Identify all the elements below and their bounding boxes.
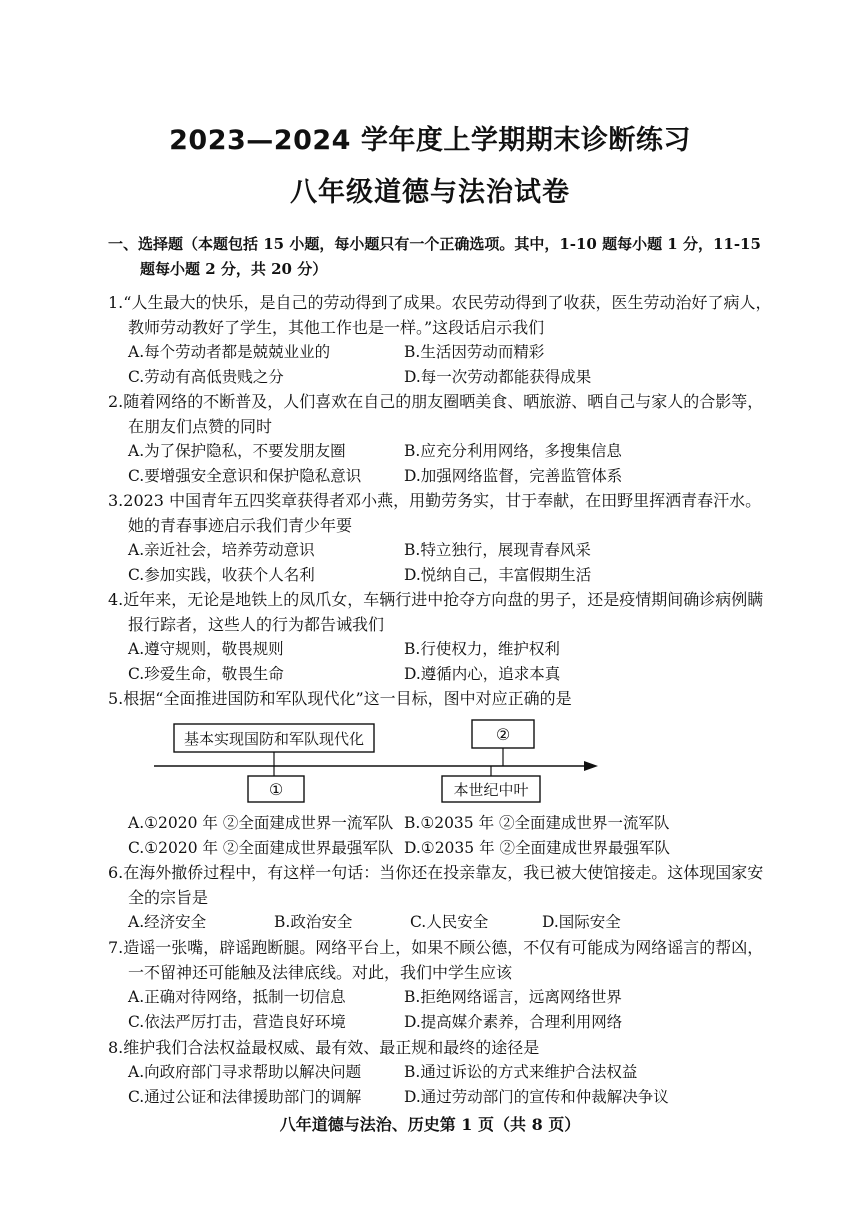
question-5 (108, 686, 818, 711)
question-2-stem-line1: 2.随着网络的不断普及，人们喜欢在自己的朋友圈晒美食、晒旅游、晒自己与家人的合影等， (108, 392, 764, 411)
question-4-option-a: A.遵守规则，敬畏规则 (128, 640, 284, 658)
question-5-option-b: B.①2035 年 ②全面建成世界一流军队 (404, 814, 670, 832)
question-2-option-d: D.加强网络监督，完善监管体系 (404, 467, 623, 485)
timeline-box-1-label: ① (268, 780, 284, 799)
question-5-stem-line1: 5.根据“全面推进国防和军队现代化”这一目标，图中对应正确的是 (108, 689, 572, 708)
question-4-option-c: C.珍爱生命，敬畏生命 (128, 665, 284, 683)
question-4 (108, 587, 818, 637)
question-1-option-c: C.劳动有高低贵贱之分 (128, 368, 284, 386)
question-7-option-d: D.提高媒介素养，合理利用网络 (404, 1013, 623, 1031)
question-4-stem-line2: 报行踪者，这些人的行为都告诫我们 (128, 615, 385, 634)
question-6-option-b: B.政治安全 (274, 913, 353, 931)
question-8-option-c: C.通过公证和法律援助部门的调解 (128, 1088, 362, 1106)
question-2-stem-line2: 在朋友们点赞的同时 (128, 417, 273, 436)
question-3-stem-line1: 3.2023 中国青年五四奖章获得者邓小燕，用勤劳务实，甘于奉献，在田野里挥洒青春汗水。 (108, 491, 762, 510)
exam-subtitle: 八年级道德与法治试卷 (290, 177, 570, 208)
section-heading-line2: 题每小题 2 分，共 20 分） (140, 260, 328, 278)
question-6-stem-line1: 6.在海外撤侨过程中，有这样一句话：当你还在投亲靠友，我已被大使馆接走。这体现国家安 (108, 863, 764, 882)
section-heading-line1: 一、选择题（本题包括 15 小题，每小题只有一个正确选项。其中，1-10 题每小题 1 分，11-15 (108, 235, 761, 253)
timeline-box-mid-century-label: 本世纪中叶 (453, 781, 529, 799)
question-2-option-c: C.要增强安全意识和保护隐私意识 (128, 467, 362, 485)
question-7-stem-line2: 一不留神还可能触及法律底线。对此，我们中学生应该 (128, 963, 513, 982)
question-5-option-a: A.①2020 年 ②全面建成世界一流军队 (128, 814, 394, 832)
question-6 (108, 860, 818, 910)
question-6-stem-line2: 全的宗旨是 (128, 888, 209, 907)
question-7-option-b: B.拒绝网络谣言，远离网络世界 (404, 988, 622, 1006)
question-6-option-d: D.国际安全 (542, 913, 621, 931)
question-1 (108, 290, 818, 340)
question-3-option-a: A.亲近社会，培养劳动意识 (128, 541, 315, 559)
question-8-stem-line1: 8.维护我们合法权益最权威、最有效、最正规和最终的途径是 (108, 1038, 540, 1057)
question-1-option-b: B.生活因劳动而精彩 (404, 343, 545, 361)
question-4-option-b: B.行使权力，维护权利 (404, 640, 560, 658)
question-5-option-c: C.①2020 年 ②全面建成世界最强军队 (128, 839, 394, 857)
question-2 (108, 389, 818, 439)
question-8-option-d: D.通过劳动部门的宣传和仲裁解决争议 (404, 1088, 669, 1106)
question-3-stem-line2: 她的青春事迹启示我们青少年要 (128, 516, 353, 535)
question-3-option-b: B.特立独行，展现青春风采 (404, 541, 591, 559)
timeline-diagram (150, 716, 610, 806)
question-7-option-c: C.依法严厉打击，营造良好环境 (128, 1013, 346, 1031)
question-1-stem-line2: 教师劳动教好了学生，其他工作也是一样。”这段话启示我们 (128, 318, 545, 337)
question-1-stem-line1: 1.“人生最大的快乐，是自己的劳动得到了成果。农民劳动得到了收获，医生劳动治好了病人， (108, 293, 772, 312)
exam-title: 2023—2024 学年度上学期期末诊断练习 (169, 125, 691, 156)
question-4-option-d: D.遵循内心，追求本真 (404, 665, 561, 683)
question-3-option-d: D.悦纳自己，丰富假期生活 (404, 566, 592, 584)
timeline-box-2-label: ② (495, 725, 511, 744)
question-3-option-c: C.参加实践，收获个人名利 (128, 566, 315, 584)
timeline-arrowhead (584, 761, 598, 771)
question-6-option-c: C.人民安全 (410, 913, 489, 931)
question-3 (108, 488, 818, 538)
question-5-option-d: D.①2035 年 ②全面建成世界最强军队 (404, 839, 670, 857)
section-heading (108, 232, 808, 282)
question-8-option-b: B.通过诉讼的方式来维护合法权益 (404, 1063, 638, 1081)
question-4-stem-line1: 4.近年来，无论是地铁上的凤爪女，车辆行进中抢夺方向盘的男子，还是疫情期间确诊病例瞒 (108, 590, 764, 609)
question-7-stem-line1: 7.造谣一张嘴，辟谣跑断腿。网络平台上，如果不顾公德，不仅有可能成为网络谣言的帮凶， (108, 938, 764, 957)
question-2-option-b: B.应充分利用网络，多搜集信息 (404, 442, 622, 460)
question-2-option-a: A.为了保护隐私，不要发朋友圈 (128, 442, 346, 460)
question-7 (108, 935, 818, 985)
question-8-option-a: A.向政府部门寻求帮助以解决问题 (128, 1063, 362, 1081)
question-1-option-d: D.每一次劳动都能获得成果 (404, 368, 592, 386)
question-7-option-a: A.正确对待网络，抵制一切信息 (128, 988, 346, 1006)
timeline-box-goal-label: 基本实现国防和军队现代化 (183, 730, 365, 748)
question-6-option-a: A.经济安全 (128, 913, 207, 931)
page-footer: 八年道德与法治、历史第 1 页（共 8 页） (279, 1115, 581, 1134)
question-1-option-a: A.每个劳动者都是兢兢业业的 (128, 343, 331, 361)
question-8 (108, 1035, 818, 1060)
